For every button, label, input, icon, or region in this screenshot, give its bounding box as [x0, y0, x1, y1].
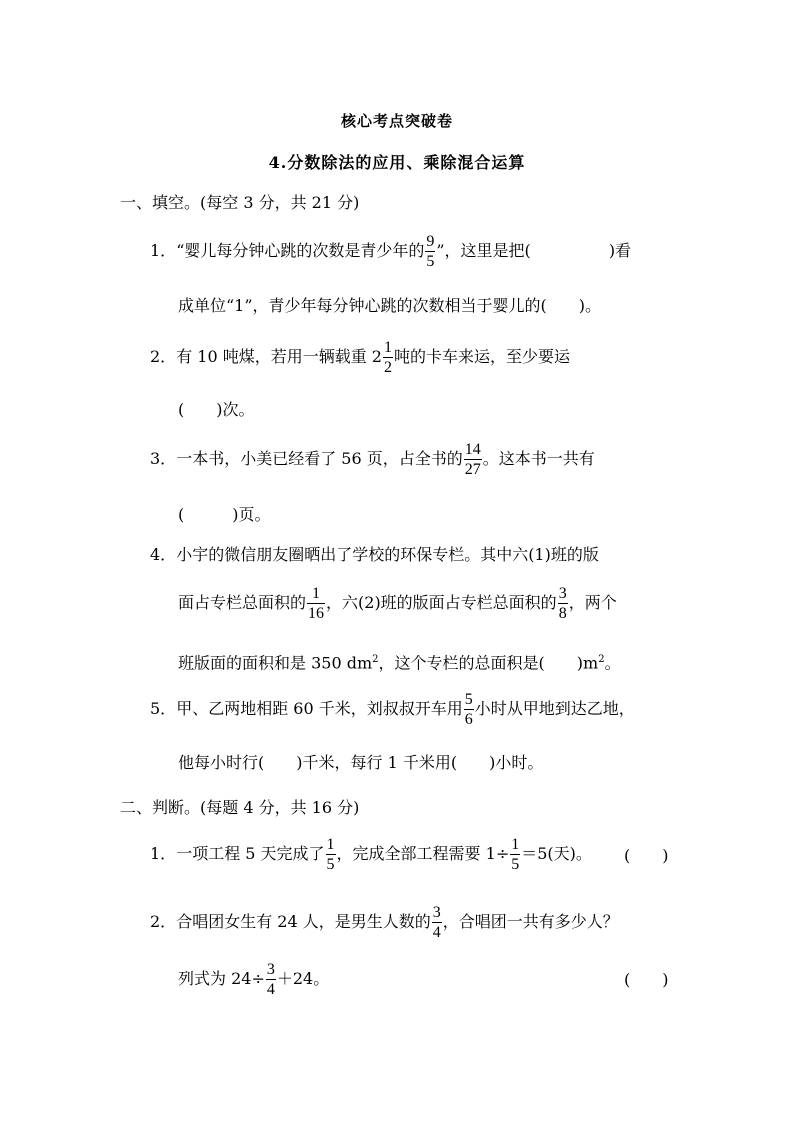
fraction: $\frac{3}{4}$ [432, 904, 441, 941]
judge-question-2-line-2: 列式为 24÷ $\frac{3}{4}$ ＋24。 [178, 961, 330, 998]
question-number: 2． [150, 912, 177, 931]
question-number: 4． [150, 545, 177, 564]
fill-question-5: 5．甲、乙两地相距 60 千米，刘叔叔开车用 $\frac{5}{6}$ 小时从甲地到达乙地， [150, 691, 635, 728]
fill-question-2-line-2: ( )次。 [178, 400, 255, 419]
section-1-heading: 一、填空。(每空 3 分，共 21 分) [120, 193, 360, 212]
fill-question-1: 1．“婴儿每分钟心跳的次数是青少年的 $\frac{9}{5}$ ”，这里是把( )看 [150, 233, 632, 270]
page-title: 核心考点突破卷 [340, 112, 453, 130]
fraction: $\frac{3}{8}$ [558, 585, 567, 622]
question-number: 3． [150, 449, 177, 468]
question-number: 1． [150, 241, 177, 260]
fill-question-4: 4．小宇的微信朋友圈晒出了学校的环保专栏。其中六(1)班的版 [150, 545, 599, 564]
question-number: 1． [150, 844, 177, 863]
fraction: $\frac{14}{27}$ [464, 441, 481, 478]
fill-question-3: 3．一本书，小美已经看了 56 页，占全书的 $\frac{14}{27}$ 。这本书一共有 [150, 441, 595, 478]
fill-question-5-line-2: 他每小时行( )千米，每行 1 千米用( )小时。 [178, 753, 544, 772]
judge-answer-2[interactable]: ( ) [624, 970, 669, 989]
section-2-heading: 二、判断。(每题 4 分，共 16 分) [120, 798, 360, 817]
fraction: $\frac{5}{6}$ [464, 691, 473, 728]
fill-question-3-line-2: ( )页。 [178, 505, 271, 524]
judge-question-2: 2．合唱团女生有 24 人，是男生人数的 $\frac{3}{4}$ ，合唱团一共有多少人？ [150, 904, 619, 941]
fill-question-2: 2．有 10 吨煤，若用一辆载重 2 $\frac{1}{2}$ 吨的卡车来运，至少要运 [150, 339, 571, 376]
fill-question-4-line-2: 面占专栏总面积的 $\frac{1}{16}$ ，六(2)班的版面占专栏总面积的 $\frac{3}{8}$ ，两个 [178, 585, 617, 622]
page-subtitle: 4.分数除法的应用、乘除混合运算 [268, 153, 526, 172]
fill-question-4-line-3: 班版面的面积和是 350 $dm^2$，这个专栏的总面积是( )$m^2$。 [178, 653, 621, 673]
fraction: $\frac{1}{5}$ [326, 836, 335, 873]
fraction: $\frac{1}{16}$ [308, 585, 325, 622]
judge-answer-1[interactable]: ( ) [624, 846, 669, 865]
fraction: $\frac{3}{4}$ [266, 961, 275, 998]
question-number: 2． [150, 347, 177, 366]
fraction: $\frac{1}{5}$ [511, 836, 520, 873]
judge-question-1: 1．一项工程 5 天完成了 $\frac{1}{5}$ ，完成全部工程需要 1÷ $\frac{1}{5}$ ＝5(天)。 [150, 836, 592, 873]
fraction: $\frac{1}{2}$ [384, 339, 392, 376]
question-number: 5． [150, 699, 177, 718]
fraction: $\frac{9}{5}$ [426, 233, 435, 270]
fill-question-1-line-2: 成单位“1”，青少年每分钟心跳的次数相当于婴儿的( )。 [178, 296, 602, 315]
